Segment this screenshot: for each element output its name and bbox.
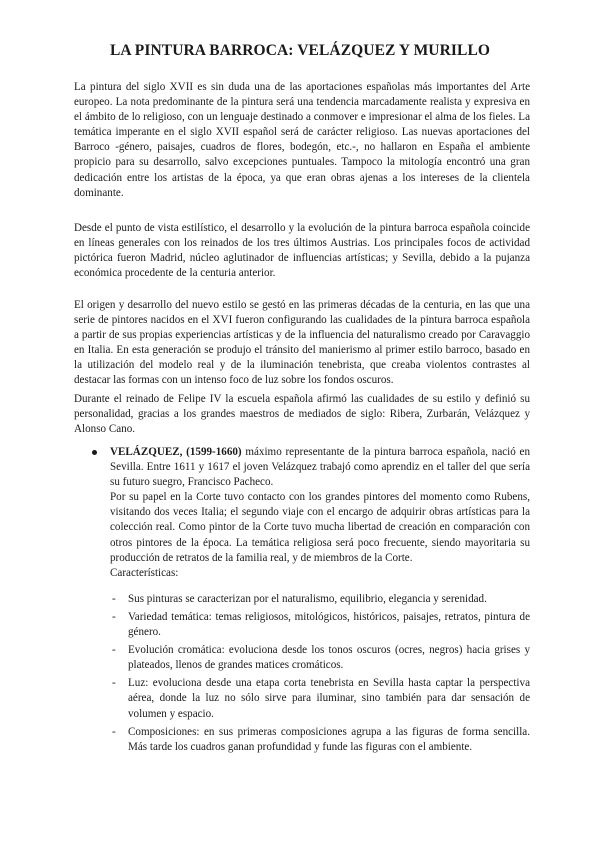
velazquez-intro-text: máximo representante de la pintura barroca española, nació en Sevilla. Entre 1611 y 1617 el joven Velázquez trabajó como aprendiz en el taller del que sería su futuro suegro, Francisco Pacheco. [110, 446, 531, 489]
features-label: Características: [110, 566, 179, 579]
list-item [110, 725, 530, 755]
features-list [110, 592, 530, 755]
feature-text: Composiciones: en sus primeras composiciones agrupa a las figuras de forma sencilla. Más tarde los cuadros ganan profundidad y funde las figuras con el ambiente. [128, 725, 530, 753]
page-title: LA PINTURA BARROCA: VELÁZQUEZ Y MURILLO [109, 42, 491, 59]
bullet-icon [92, 450, 97, 455]
feature-text: Evolución cromática: evoluciona desde los tonos oscuros (ocres, negros) hacia grises y plateados, llenos de grandes matices cromáticos. [128, 644, 530, 672]
dash-icon: - [112, 610, 116, 623]
velazquez-court: Por su papel en la Corte tuvo contacto con los grandes pintores del momento como Rubens, visitando dos veces Italia; el segundo viaje con el encargo de adquirir obras artísticas para la colección real. Como pintor de la Corte tuvo mucha libertad de creación en comparación con otros pintores de la época. La temática religiosa será poco frecuente, siendo mayoritaria su producción de retratos de la familia real, y de miembros de la Corte. [110, 491, 530, 564]
feature-text: Variedad temática: temas religiosos, mitológicos, históricos, paisajes, retratos, pintura de género. [128, 610, 530, 639]
dash-icon: - [112, 644, 116, 657]
feature-text: Sus pinturas se caracterizan por el naturalismo, equilibrio, elegancia y serenidad. [128, 592, 487, 605]
list-item [110, 610, 530, 640]
velazquez-name: VELÁZQUEZ, (1599-1660) [110, 446, 242, 458]
paragraph-style: Desde el punto de vista estilístico, el desarrollo y la evolución de la pintura barroca española coincide en líneas generales con los reinados de los tres últimos Austrias. Los principales focos de actividad pictórica fueron Madrid, núcleo aglutinador de influencias artísticas; y Sevilla, debido a la pujanza económica procedente de la centuria anterior. [74, 222, 530, 280]
velazquez-body [110, 445, 530, 758]
paragraph-intro: La pintura del siglo XVII es sin duda una de las aportaciones españolas más importantes del Arte europeo. La nota predominante de la pintura será una tendencia marcadamente realista y expresiva en el ámbito de lo religioso, con un lenguaje destinado a conmover e impresionar el alma de los fieles. La temática imperante en el siglo XVII español será de carácter religioso. Las nuevas aportaciones del Barroco -género, paisajes, cuadros de flores, bodegón, etc.-, no hallaron en España el ambiente propicio para su desarrollo, salvo excepciones puntuales. Tampoco la mitología encontró una gran dedicación entre los artistas de la época, ya que eran obras ajenas a los intereses de la clientela dominante. [74, 81, 530, 199]
dash-icon: - [112, 592, 116, 605]
list-item [110, 643, 530, 673]
dash-icon: - [112, 677, 116, 690]
dash-icon: - [112, 725, 116, 738]
paragraph-felipe-iv: Durante el reinado de Felipe IV la escuela española afirmó las cualidades de su estilo y definió su personalidad, gracias a los grandes maestros de mediados de siglo: Ribera, Zurbarán, Velázquez y Alonso Cano. [74, 393, 530, 436]
feature-text: Luz: evoluciona desde una etapa corta tenebrista en Sevilla hasta captar la perspectiva aérea, donde la luz no sólo sirve para iluminar, sino también para dar sensación de volumen y espacio. [128, 677, 530, 720]
velazquez-intro [110, 445, 530, 490]
list-item [110, 592, 530, 607]
paragraph-origin: El origen y desarrollo del nuevo estilo se gestó en las primeras décadas de la centuria, en las que una serie de pintores nacidos en el XVI fueron configurando las cualidades de la pintura barroca española a partir de sus propias experiencias artísticas y de la influencia del naturalismo creado por Caravaggio en Italia. En esta generación se produjo el tránsito del manierismo al primer estilo barroco, basado en la utilización del modelo real y de la iluminación tenebrista, que creaba violentos contrastes al destacar las formas con un intenso foco de luz sobre los fondos oscuros. [74, 299, 530, 387]
list-item [110, 676, 530, 721]
